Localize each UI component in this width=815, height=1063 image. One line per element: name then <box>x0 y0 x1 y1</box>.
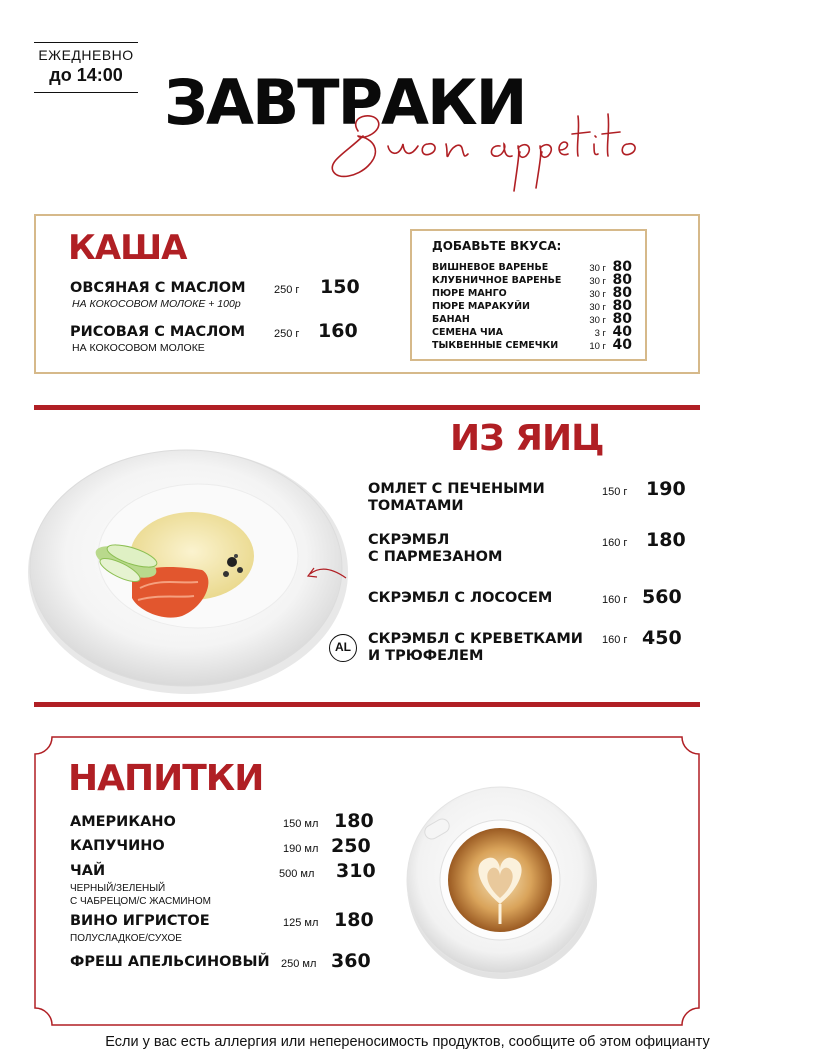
menu-item-name <box>368 631 583 665</box>
menu-item-note: ПОЛУСЛАДКОЕ/СУХОЕ <box>70 933 182 944</box>
menu-item-name-line: ТОМАТАМИ <box>368 498 464 514</box>
section-divider <box>34 702 700 707</box>
menu-item-name: СКРЭМБЛ С ЛОСОСЕМ <box>368 590 553 606</box>
menu-item-name-line: ОМЛЕТ С ПЕЧЕНЫМИ <box>368 481 545 497</box>
menu-item-price: 180 <box>334 909 374 931</box>
addon-weight: 3 г <box>594 328 606 339</box>
menu-item-price: 360 <box>331 950 371 972</box>
menu-item-note-line: С ЧАБРЕЦОМ/С ЖАСМИНОМ <box>70 896 211 907</box>
addon-row <box>432 274 632 287</box>
addon-price: 80 <box>612 285 632 301</box>
menu-item-note <box>70 882 211 908</box>
menu-item-name: АМЕРИКАНО <box>70 814 176 830</box>
allergen-badge: AL <box>329 634 357 662</box>
menu-item-weight: 150 г <box>602 486 628 498</box>
menu-title: ЗАВТРАКИ <box>164 66 526 139</box>
section-title: НАПИТКИ <box>68 758 264 799</box>
addon-price: 40 <box>612 324 632 340</box>
addon-weight: 30 г <box>589 289 606 300</box>
addon-name: БАНАН <box>432 314 470 325</box>
divider <box>34 92 138 93</box>
menu-item-weight: 250 г <box>274 328 300 340</box>
addon-price: 80 <box>612 272 632 288</box>
addon-name: ТЫКВЕННЫЕ СЕМЕЧКИ <box>432 340 559 351</box>
addon-price: 80 <box>612 298 632 314</box>
addons-title: ДОБАВЬТЕ ВКУСА: <box>432 239 562 253</box>
addon-weight: 30 г <box>589 276 606 287</box>
daily-label: ЕЖЕДНЕВНО <box>38 47 134 63</box>
menu-item-weight: 250 г <box>274 284 300 296</box>
menu-item-name: РИСОВАЯ С МАСЛОМ <box>70 324 245 340</box>
menu-item-price: 250 <box>331 835 371 857</box>
menu-item-price: 150 <box>320 276 360 298</box>
menu-item-price: 160 <box>318 320 358 342</box>
addon-weight: 30 г <box>589 302 606 313</box>
addon-name: ВИШНЕВОЕ ВАРЕНЬЕ <box>432 262 549 273</box>
addons-box <box>410 229 647 361</box>
daily-hours-block <box>34 42 138 93</box>
menu-item-price: 310 <box>336 860 376 882</box>
addon-row <box>432 339 632 352</box>
menu-item-volume: 190 мл <box>283 843 319 855</box>
menu-item-name: КАПУЧИНО <box>70 838 165 854</box>
menu-item-volume: 500 мл <box>279 868 315 880</box>
addon-price: 80 <box>612 311 632 327</box>
menu-item-price: 180 <box>646 529 686 551</box>
menu-item-name: ФРЕШ АПЕЛЬСИНОВЫЙ <box>70 954 270 970</box>
menu-item-name-line: СКРЭМБЛ С КРЕВЕТКАМИ <box>368 631 583 647</box>
addon-row <box>432 300 632 313</box>
menu-item-price: 180 <box>334 810 374 832</box>
menu-item-price: 450 <box>642 627 682 649</box>
addon-name: ПЮРЕ МАНГО <box>432 288 507 299</box>
menu-item-note-line: ЧЕРНЫЙ/ЗЕЛЕНЫЙ <box>70 883 166 894</box>
addon-row <box>432 287 632 300</box>
menu-item-price: 190 <box>646 478 686 500</box>
addon-name: ПЮРЕ МАРАКУЙИ <box>432 301 530 312</box>
addon-row <box>432 313 632 326</box>
menu-item-name: ВИНО ИГРИСТОЕ <box>70 913 210 929</box>
allergy-note: Если у вас есть аллергия или непереносимость продуктов, сообщите об этом официанту <box>105 1034 710 1050</box>
menu-item-volume: 150 мл <box>283 818 319 830</box>
addon-row <box>432 326 632 339</box>
menu-item-name <box>368 532 502 566</box>
menu-item-weight: 160 г <box>602 537 628 549</box>
menu-item-name: ЧАЙ <box>70 863 106 879</box>
addon-price: 80 <box>612 259 632 275</box>
menu-item-price: 560 <box>642 586 682 608</box>
section-divider <box>34 405 700 410</box>
menu-item-volume: 125 мл <box>283 917 319 929</box>
section-title: ИЗ ЯИЦ <box>450 418 604 459</box>
addon-price: 40 <box>612 337 632 353</box>
daily-time: до 14:00 <box>49 65 123 85</box>
addon-weight: 10 г <box>589 341 606 352</box>
addon-name: СЕМЕНА ЧИА <box>432 327 503 338</box>
menu-item-volume: 250 мл <box>281 958 317 970</box>
scrambled-eggs-plate-image <box>20 438 352 698</box>
cappuccino-cup-image <box>400 780 600 980</box>
addon-weight: 30 г <box>589 315 606 326</box>
menu-item-name-line: С ПАРМЕЗАНОМ <box>368 549 503 565</box>
menu-item-weight: 160 г <box>602 594 628 606</box>
addon-row <box>432 261 632 274</box>
addon-weight: 30 г <box>589 263 606 274</box>
section-title: КАША <box>68 228 187 268</box>
addon-name: КЛУБНИЧНОЕ ВАРЕНЬЕ <box>432 275 562 286</box>
menu-item-name-line: И ТРЮФЕЛЕМ <box>368 648 484 664</box>
menu-item-note: НА КОКОСОВОМ МОЛОКЕ + 100р <box>72 298 241 310</box>
menu-item-note: НА КОКОСОВОМ МОЛОКЕ <box>72 342 205 354</box>
buon-appetito-script <box>328 96 648 196</box>
menu-item-name-line: СКРЭМБЛ <box>368 532 450 548</box>
menu-item-name <box>368 481 545 515</box>
menu-item-name: ОВСЯНАЯ С МАСЛОМ <box>70 280 246 296</box>
menu-item-weight: 160 г <box>602 634 628 646</box>
